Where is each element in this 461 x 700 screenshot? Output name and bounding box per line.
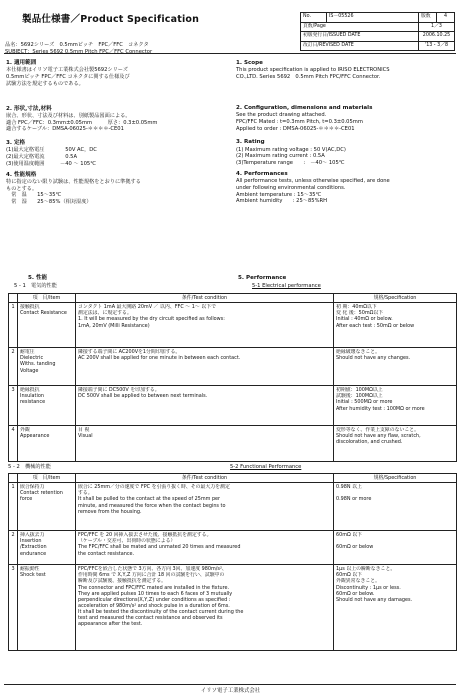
section-line: All performance tests, unless otherwise specified, are done xyxy=(236,178,390,185)
subsection-functional-jp: 5 - 2 機械的性能 xyxy=(8,464,51,470)
section-line: 嵌合、形状、寸法及び材料は、別紙製品図面による。 xyxy=(6,112,131,119)
right-section-rating xyxy=(236,139,458,167)
section-line: CO.,LTD. Series 5692 0.5mm Pitch FPC/FFC Connector. xyxy=(236,74,381,81)
section-line: 常 温 15～35℃ xyxy=(6,192,62,199)
section-line: Ambient humidity : 25～85%RH xyxy=(236,198,328,205)
row-no: 1 xyxy=(9,303,18,348)
section-line: 特に指定のない限り試験は、性能規格をとおりに準拠する xyxy=(6,178,141,185)
right-section-performance xyxy=(236,171,458,205)
row-no: 2 xyxy=(9,348,18,386)
row-test: 目 視 Visual xyxy=(76,426,334,462)
row-item: 耐電圧 Dielectric Withs. tanding Voltage xyxy=(18,348,76,386)
page-value: 1／3 xyxy=(419,22,455,32)
footer-divider xyxy=(4,684,456,685)
col-no xyxy=(9,474,18,483)
company-footer: イリソ電子工業株式会社 xyxy=(200,688,261,694)
col-item: 項 目/Item xyxy=(18,474,76,483)
section-line: See the product drawing attached. xyxy=(236,112,327,119)
section-line: (1) Maximum rating voltage : 50 V(AC,DC) xyxy=(236,146,346,153)
row-item: 外観 Appearance xyxy=(18,426,76,462)
page-title: 製品仕様書／Product Specification xyxy=(22,14,200,25)
section-line: 試験方法を規定するものである。 xyxy=(6,80,84,87)
electrical-performance-table xyxy=(8,293,457,462)
right-section-scope xyxy=(236,60,458,81)
row-no: 3 xyxy=(9,386,18,426)
doc-no-value: IS－05526 xyxy=(327,13,419,23)
page-label: 頁数/Page xyxy=(301,22,419,32)
section-heading: 1. 適用範囲 xyxy=(6,60,37,66)
section-heading: 2. Configuration, dimensions and materials xyxy=(236,104,373,111)
col-no xyxy=(9,294,18,303)
row-test: FPC/FFCを嵌合した状態で 3方向、各方向 3回、加速度 980m/s²、 作用時間 6ms で X,Y,Z 方向に合計 18 回の試験を行い、試験中の 瞬断及び試験後、接触抵抗を測定する。 The connector and FPC/FFC mated are installed in the fixture. They are applied pulses 10 times to each 6 faces of 3 mutually perpendicular directions(X,Y,Z) under conditions as specified : acceleration of 980m/s² and shock pulse in a duration of 6ms. It shall be tested the discontinuity of the contact current during the test and measured the contact resistance and observed its appearance after the test. xyxy=(76,565,334,651)
section-line: (3)Temperature range : －40～ 105℃ xyxy=(236,160,345,167)
section-heading: 4. 性能規格 xyxy=(6,171,37,178)
table-row xyxy=(9,531,457,565)
row-item: 耐振動性 Shock test xyxy=(18,565,76,651)
table-row xyxy=(9,483,457,531)
section-line: 適合するケーブル：DMSA-06025-＊＊＊＊-CE01 xyxy=(6,126,124,133)
section-heading: 2. 形状,寸法,材料 xyxy=(6,105,52,112)
issued-value: 2006.10.25 xyxy=(419,32,455,42)
table-row xyxy=(9,348,457,386)
section-line: 適合 FPC／FFC：0.3mm±0.05mm 厚さ：0.3±0.05mm xyxy=(6,119,158,126)
subject-en: SUBJECT：Series 5692 0.5mm Pitch FPC／FFC Connector xyxy=(5,48,153,55)
subsection-electrical-en: 5-1 Electrical performance xyxy=(252,283,321,289)
section-line: (2)最大定格電流 0.5A xyxy=(6,154,78,161)
section-line: FPC/FFC Mated : t=0.3mm Pitch, t=0.3±0.05mm xyxy=(236,118,363,125)
section-line: (1)最大定格電圧 50V AC，DC xyxy=(6,147,97,154)
table-header-row xyxy=(9,294,457,303)
subsection-electrical-jp: 5 - 1 電気的性能 xyxy=(14,283,57,289)
section-line: This product specification is applied to IRISO ELECTRONICS xyxy=(236,67,390,74)
left-sections xyxy=(6,60,228,206)
row-no: 3 xyxy=(9,565,18,651)
section-heading: 3. 定格 xyxy=(6,140,26,147)
section-heading: 1. Scope xyxy=(236,60,263,66)
row-test: FPC/FFC を 20 回挿入抜去させた後、接触抵抗を測定する。 （ケーブル・交差可、出荷時の状態による） The FPC/FFC shall be mated and unmated 20 times and measured the contact resistance. xyxy=(76,531,334,565)
table-row xyxy=(9,565,457,651)
col-test-condition: 条件/Test condition xyxy=(76,294,334,303)
document-info-table xyxy=(300,12,455,51)
row-spec: 絶縁破壊なきこと。 Should not have any changes. xyxy=(334,348,457,386)
functional-performance-table xyxy=(8,473,457,651)
subsection-functional-en: 5-2 Functional Performance xyxy=(230,464,302,470)
col-specification: 規格/Specification xyxy=(334,474,457,483)
row-no: 4 xyxy=(9,426,18,462)
left-section-performance xyxy=(6,172,228,206)
section5-heading-jp: 5. 性能 xyxy=(28,275,48,281)
section-line: 常 湿 25～85%（相対湿度） xyxy=(6,199,92,206)
section-line: 本仕様書はイリソ電子工業株式会社製5692シリーズ xyxy=(6,67,128,74)
section-line: ものとする。 xyxy=(6,185,38,192)
row-test: 嵌合に 25mm／分の速度で FPC を引張り抜く時、その最大力を測定 する。 It shall be pulled to the contact at the speed of 25mm per minute, and measured the force when the contact begins to remove from the housing. xyxy=(76,483,334,531)
rev-value: 4 xyxy=(437,13,455,23)
row-test: 隣接端子間に DC500V を印加する。 DC 500V shall be applied to between next terminals. xyxy=(76,386,334,426)
section-line: under following environmental conditions. xyxy=(236,184,346,191)
section5-heading-en: 5. Performance xyxy=(238,275,287,281)
section-line: 0.5mmピッチ FPC／FFC コネクタに関する仕様及び xyxy=(6,74,130,81)
col-specification: 規格/Specification xyxy=(334,294,457,303)
revised-label: 改訂日/REVISED DATE xyxy=(301,41,419,51)
left-section-config xyxy=(6,106,228,134)
row-spec: 変形等なく、作業上支障のないこと。 Should not have any flaw, scratch, discoloration, and crushed. xyxy=(334,426,457,462)
revised-value: '13・3／8 xyxy=(419,41,455,51)
row-no: 2 xyxy=(9,531,18,565)
row-spec: 1μs 以上の瞬断なきこと。 60mΩ 以下 外観異常なきこと。 Discontinuity : 1μs or less. 60mΩ or below. Should not have any damages. xyxy=(334,565,457,651)
table-row xyxy=(9,303,457,348)
row-item: 絶縁抵抗 Insulation resistance xyxy=(18,386,76,426)
row-item: 嵌合保持力 Contact retention force xyxy=(18,483,76,531)
row-test: 隣接する端子間に AC200Vを1分間印加する。 AC 200V shall be applied for one minute in between each contact. xyxy=(76,348,334,386)
row-spec: 初期値：100MΩ以上 試験後：100MΩ以上 Initial : 500MΩ or more After humidity test : 100MΩ or more xyxy=(334,386,457,426)
row-no: 1 xyxy=(9,483,18,531)
row-item: 接触抵抗 Contact Resistance xyxy=(18,303,76,348)
table-row xyxy=(9,426,457,462)
subject-jp: 品名：5692シリーズ 0.5mmピッチ FPC／FFC コネクタ xyxy=(5,42,149,48)
right-sections xyxy=(236,60,458,205)
row-spec: 60mΩ 以下 60mΩ or below xyxy=(334,531,457,565)
section-line: (2) Maximum rating current : 0.5A xyxy=(236,153,325,160)
col-item: 項 目/Item xyxy=(18,294,76,303)
col-test-condition: 条件/Test condition xyxy=(76,474,334,483)
section-line: Applied to order : DMSA-06025-＊＊＊＊-CE01 xyxy=(236,125,355,132)
row-spec: 初 期：40mΩ以下 変 化 後：50mΩ以下 Initial : 40mΩ or below. After each test : 50mΩ or below xyxy=(334,303,457,348)
section-heading: 4. Performances xyxy=(236,170,288,177)
right-section-config xyxy=(236,105,458,133)
left-section-rating xyxy=(6,140,228,168)
rev-label: 版数 xyxy=(419,13,437,23)
issued-label: 初版発行日/ISSUED DATE xyxy=(301,32,419,42)
doc-no-label: No. xyxy=(301,13,327,23)
row-spec: 0.98N 以上 0.98N or more xyxy=(334,483,457,531)
section-line: Ambient temperature : 15～35℃ xyxy=(236,191,322,198)
table-row xyxy=(9,386,457,426)
section-heading: 3. Rating xyxy=(236,139,265,146)
row-test: コンタクト 1mA 最大開路 20mV ／ 以内、FFC ～ 1～ 以下で 測定法は、に規定する。 1. It will be measured by the dry circuit specified as follows: 1mA, 20mV (Milli Resistance) xyxy=(76,303,334,348)
header-divider xyxy=(4,53,456,54)
section-line: (3)使用温度範囲 －40 ～ 105℃ xyxy=(6,160,97,167)
row-item: 挿入抜去力 Insertion /Extraction endurance xyxy=(18,531,76,565)
table-header-row xyxy=(9,474,457,483)
left-section-scope xyxy=(6,60,228,88)
